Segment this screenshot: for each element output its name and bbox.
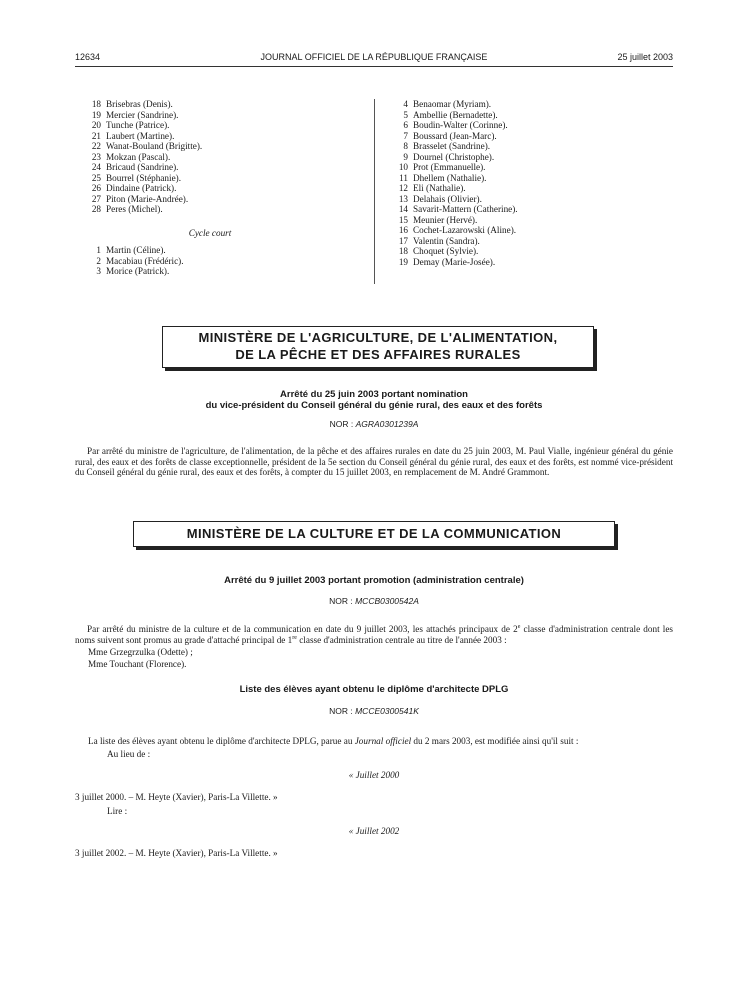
list-item-name: Macabiau (Frédéric). [106, 255, 184, 266]
list-item-number: 6 [403, 120, 408, 130]
list-item-name: Delahais (Olivier). [413, 193, 482, 204]
heading-juillet-2002: « Juillet 2002 [348, 826, 400, 836]
list-item-number: 13 [398, 193, 408, 204]
list-item [392, 162, 632, 173]
nor-label: NOR : [329, 596, 353, 606]
ministry-box-culture: MINISTÈRE DE LA CULTURE ET DE LA COMMUNICATION [133, 521, 615, 547]
entry-2002: 3 juillet 2002. – M. Heyte (Xavier), Paris-La Villette. » [75, 848, 278, 858]
body-part-b: du 2 mars 2003, est modifiée ainsi qu'il suit : [411, 736, 579, 746]
list-item-name: Savarit-Mattern (Catherine). [413, 204, 518, 214]
list-item [85, 141, 305, 152]
list-item-name: Demay (Marie-Josée). [413, 256, 496, 267]
list-item [392, 204, 632, 215]
title-line-1: Arrêté du 25 juin 2003 portant nomination [280, 389, 468, 400]
list-item-name: Cochet-Lazarowski (Aline). [413, 225, 517, 235]
list-item-number: 19 [398, 256, 408, 267]
list-item-name: Wanat-Bouland (Brigitte). [106, 141, 203, 151]
list-item-number: 7 [403, 130, 408, 141]
superscript-e: e [517, 623, 521, 630]
ministry-box-agriculture [162, 326, 594, 368]
list-item [392, 183, 632, 194]
list-item-number: 27 [91, 193, 101, 204]
list-item-number: 4 [403, 99, 408, 109]
list-item [392, 131, 632, 142]
column-divider [374, 99, 375, 284]
list-item-name: Morice (Patrick). [106, 266, 170, 276]
list-item [392, 236, 632, 247]
list-item [392, 215, 632, 226]
entry-2000: 3 juillet 2000. – M. Heyte (Xavier), Paris-La Villette. » [75, 792, 278, 802]
list-item-name: Brisebras (Denis). [106, 99, 173, 109]
promoted-name: Mme Touchant (Florence). [88, 659, 187, 669]
list-item-name: Tunche (Patrice). [106, 120, 170, 130]
list-item [85, 110, 305, 121]
list-item [392, 110, 632, 121]
list-item-number: 23 [91, 151, 101, 162]
au-lieu-de: Au lieu de : [107, 749, 151, 759]
list-item-name: Boussard (Jean-Marc). [413, 130, 497, 141]
arrete-title-nomination [75, 389, 673, 411]
list-item-number: 28 [91, 204, 101, 214]
heading-juillet-2000: « Juillet 2000 [348, 770, 400, 780]
page-header [75, 52, 673, 66]
list-item-number: 18 [91, 99, 101, 109]
list-item-number: 16 [398, 225, 408, 235]
list-item-name: Mokzan (Pascal). [106, 151, 171, 162]
ministry-line-2: DE LA PÊCHE ET DES AFFAIRES RURALES [235, 347, 521, 362]
nor-label: NOR : [329, 706, 353, 716]
page-number: 12634 [75, 52, 101, 62]
nor-code: AGRA0301239A [355, 419, 419, 429]
list-item [392, 194, 632, 205]
list-item-number: 9 [403, 151, 408, 162]
arrete-body-nomination: Par arrêté du ministre de l'agriculture, de l'alimentation, de la pêche et des affaires rurales en date du 25 juin 2003, M. Paul Vialle, ingénieur général du génie rural, des eaux et des forêts de classe exceptionnelle, président de la 5e section du Conseil général du génie rural, des eaux et des forêts, est nommé vice-président du Conseil général du génie rural, des eaux et des forêts, à compter du 15 juillet 2003, en remplacement de M. André Grammont. [75, 446, 673, 477]
list-item-name: Choquet (Sylvie). [413, 246, 479, 256]
right-column [392, 99, 632, 267]
list-item-number: 26 [91, 183, 101, 193]
list-item-name: Dournel (Christophe). [413, 151, 495, 162]
list-item [85, 99, 305, 110]
list-item-number: 20 [91, 120, 101, 130]
body-part-a: Par arrêté du ministre de la culture et de la communication en date du 9 juillet 2003, les attachés principaux de 2 [87, 624, 518, 634]
list-item [85, 183, 305, 194]
list-item [392, 257, 632, 268]
list-item-number: 10 [398, 162, 408, 172]
list-item [85, 120, 305, 131]
list-item-number: 12 [398, 183, 408, 193]
list-item-name: Meunier (Hervé). [413, 214, 478, 225]
nor-code: MCCB0300542A [355, 596, 419, 606]
list-item-name: Valentin (Sandra). [413, 235, 480, 246]
arrete-body-promotion [75, 624, 673, 645]
lire: Lire : [107, 806, 128, 816]
header-rule [75, 66, 673, 67]
list-item-name: Piton (Marie-Andrée). [106, 193, 189, 204]
left-column [85, 99, 305, 277]
list-item [85, 204, 305, 215]
liste-body [88, 736, 578, 746]
list-item [392, 225, 632, 236]
list-item-name: Brasselet (Sandrine). [413, 141, 491, 151]
nor-reference [75, 419, 673, 429]
journal-title: JOURNAL OFFICIEL DE LA RÉPUBLIQUE FRANÇAISE [260, 52, 488, 62]
list-item [392, 99, 632, 110]
list-item-name: Mercier (Sandrine). [106, 109, 179, 120]
list-item-number: 19 [91, 109, 101, 120]
nor-reference [75, 706, 673, 716]
list-item-name: Bricaud (Sandrine). [106, 162, 179, 172]
list-item-number: 21 [91, 130, 101, 141]
body-part-b: classe d'administration centrale dont les noms suivent sont promus au grade d'attaché principal de 1 [75, 624, 673, 645]
issue-date: 25 juillet 2003 [617, 52, 673, 62]
superscript-re: re [292, 634, 297, 641]
list-item-name: Prot (Emmanuelle). [413, 162, 486, 172]
list-item-number: 25 [91, 172, 101, 183]
list-item-name: Martin (Céline). [106, 245, 166, 255]
list-item-number: 3 [96, 266, 101, 276]
list-item [85, 245, 305, 256]
list-item-number: 22 [91, 141, 101, 151]
list-item-name: Ambellie (Bernadette). [413, 109, 498, 120]
list-item [85, 173, 305, 184]
list-item [392, 120, 632, 131]
list-item-name: Boudin-Walter (Corinne). [413, 120, 508, 130]
list-item [85, 266, 305, 277]
list-item-name: Dhellem (Nathalie). [413, 172, 487, 183]
nor-code: MCCE0300541K [355, 706, 419, 716]
list-item-number: 18 [398, 246, 408, 256]
list-item [392, 141, 632, 152]
body-part-c: classe d'administration centrale au titre de l'année 2003 : [296, 634, 507, 645]
nor-reference [75, 596, 673, 606]
list-item-number: 15 [398, 214, 408, 225]
body-part-a: La liste des élèves ayant obtenu le diplôme d'architecte DPLG, parue au [88, 736, 355, 746]
ministry-line-1: MINISTÈRE DE L'AGRICULTURE, DE L'ALIMENTATION, [198, 330, 558, 345]
list-item-name: Bourrel (Stéphanie). [106, 172, 182, 183]
list-item-number: 24 [91, 162, 101, 172]
list-item-name: Benaomar (Myriam). [413, 99, 492, 109]
list-item [392, 152, 632, 163]
list-item-number: 14 [398, 204, 408, 214]
arrete-title-promotion: Arrêté du 9 juillet 2003 portant promotion (administration centrale) [224, 575, 524, 586]
list-item-name: Dindaine (Patrick). [106, 183, 177, 193]
list-item [392, 173, 632, 184]
list-item [85, 152, 305, 163]
nor-label: NOR : [329, 419, 354, 429]
list-item [85, 131, 305, 142]
list-item-name: Eli (Nathalie). [413, 183, 466, 193]
list-item [85, 194, 305, 205]
list-item-number: 5 [403, 109, 408, 120]
journal-officiel-italic: Journal officiel [354, 736, 412, 746]
promoted-name: Mme Grzegrzulka (Odette) ; [88, 647, 193, 657]
list-item-number: 8 [403, 141, 408, 151]
list-item-name: Laubert (Martine). [106, 130, 175, 141]
list-item [392, 246, 632, 257]
title-line-2: du vice-président du Conseil général du génie rural, des eaux et des forêts [205, 400, 543, 411]
subheading-cycle-court: Cycle court [188, 227, 232, 238]
list-item-number: 1 [96, 245, 101, 255]
liste-title-architecte: Liste des élèves ayant obtenu le diplôme d'architecte DPLG [239, 684, 509, 695]
list-item-number: 2 [96, 255, 101, 266]
list-item-number: 17 [398, 235, 408, 246]
list-item-number: 11 [399, 172, 408, 183]
list-item [85, 256, 305, 267]
list-item [85, 162, 305, 173]
list-item-name: Peres (Michel). [106, 204, 163, 214]
